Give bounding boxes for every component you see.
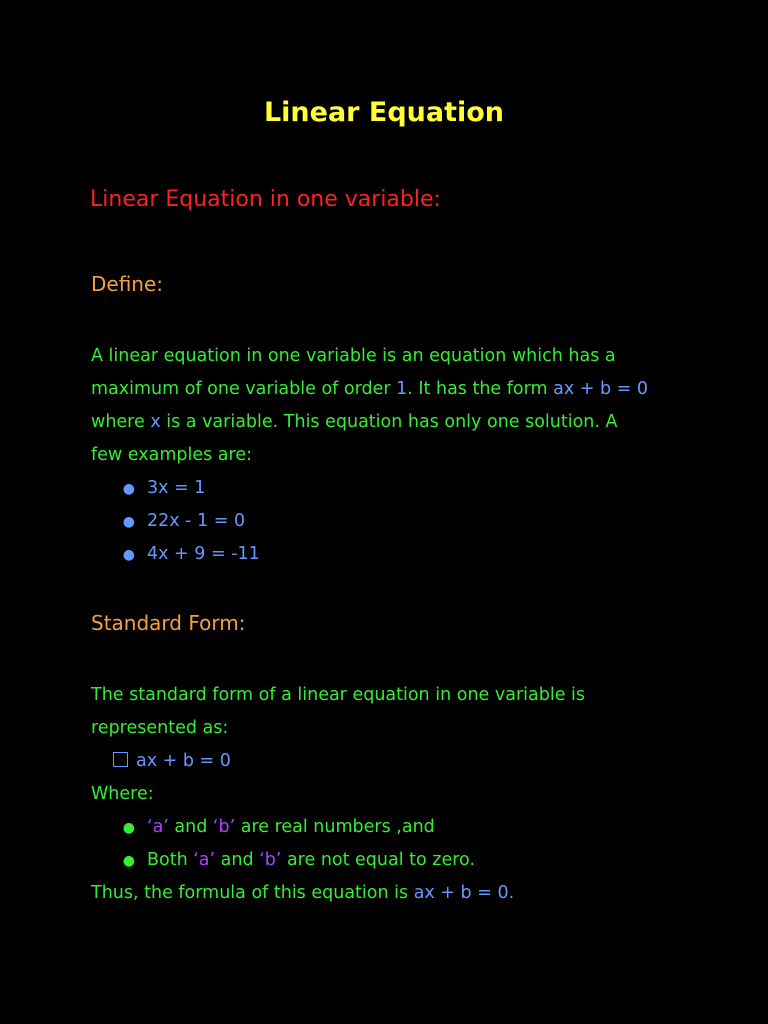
- general-formula: ax + b = 0: [553, 379, 649, 399]
- term-a: ‘a’: [193, 850, 216, 870]
- define-line-2: [91, 373, 648, 406]
- text-span: where: [91, 412, 151, 432]
- variable-x: x: [150, 412, 161, 432]
- formula-row: [91, 745, 585, 778]
- example-equation: 3x = 1: [147, 478, 206, 498]
- bullet-dot-icon: ●: [122, 481, 135, 497]
- standard-line-2: represented as:: [91, 718, 229, 738]
- standard-form-heading: Standard Form:: [91, 611, 246, 635]
- define-line-3: [91, 406, 648, 439]
- text-span: are real numbers ,and: [235, 817, 435, 837]
- standard-formula: ax + b = 0: [136, 751, 231, 771]
- define-line-1: A linear equation in one variable is an equation which has a: [91, 346, 616, 366]
- list-item: [91, 538, 648, 571]
- define-line-4: few examples are:: [91, 445, 253, 465]
- bullet-dot-icon: ●: [122, 514, 135, 530]
- term-a: ‘a’: [147, 817, 169, 837]
- text-span: are not equal to zero.: [281, 850, 476, 870]
- list-item: [91, 505, 648, 538]
- define-paragraph: [91, 340, 648, 571]
- list-item: [91, 811, 585, 844]
- section-subtitle: Linear Equation in one variable:: [90, 187, 441, 212]
- bullet-dot-icon: ●: [122, 853, 135, 869]
- text-span: . It has the form: [407, 379, 554, 399]
- bullet-dot-icon: ●: [122, 547, 135, 563]
- term-b: ‘b’: [212, 817, 236, 837]
- standard-line-1: The standard form of a linear equation in one variable is: [91, 685, 585, 705]
- standard-form-paragraph: [91, 679, 585, 910]
- example-equation: 22x - 1 = 0: [147, 511, 246, 531]
- text-span: and: [168, 817, 213, 837]
- text-span: maximum of one variable of order: [91, 379, 397, 399]
- text-span: Thus, the formula of this equation is: [91, 883, 414, 903]
- example-equation: 4x + 9 = -11: [147, 544, 260, 564]
- define-heading: Define:: [91, 272, 164, 296]
- bullet-dot-icon: ●: [122, 820, 135, 836]
- text-span: Both: [147, 850, 194, 870]
- text-span: is a variable. This equation has only one solution. A: [160, 412, 618, 432]
- conclusion-line: [91, 877, 585, 910]
- where-label: Where:: [91, 784, 154, 804]
- order-value: 1: [396, 379, 408, 399]
- conclusion-formula: ax + b = 0.: [413, 883, 515, 903]
- list-item: [91, 844, 585, 877]
- page-title: Linear Equation: [263, 97, 505, 128]
- list-item: [91, 472, 648, 505]
- text-span: and: [215, 850, 260, 870]
- square-box-icon: [113, 752, 128, 767]
- term-b: ‘b’: [259, 850, 282, 870]
